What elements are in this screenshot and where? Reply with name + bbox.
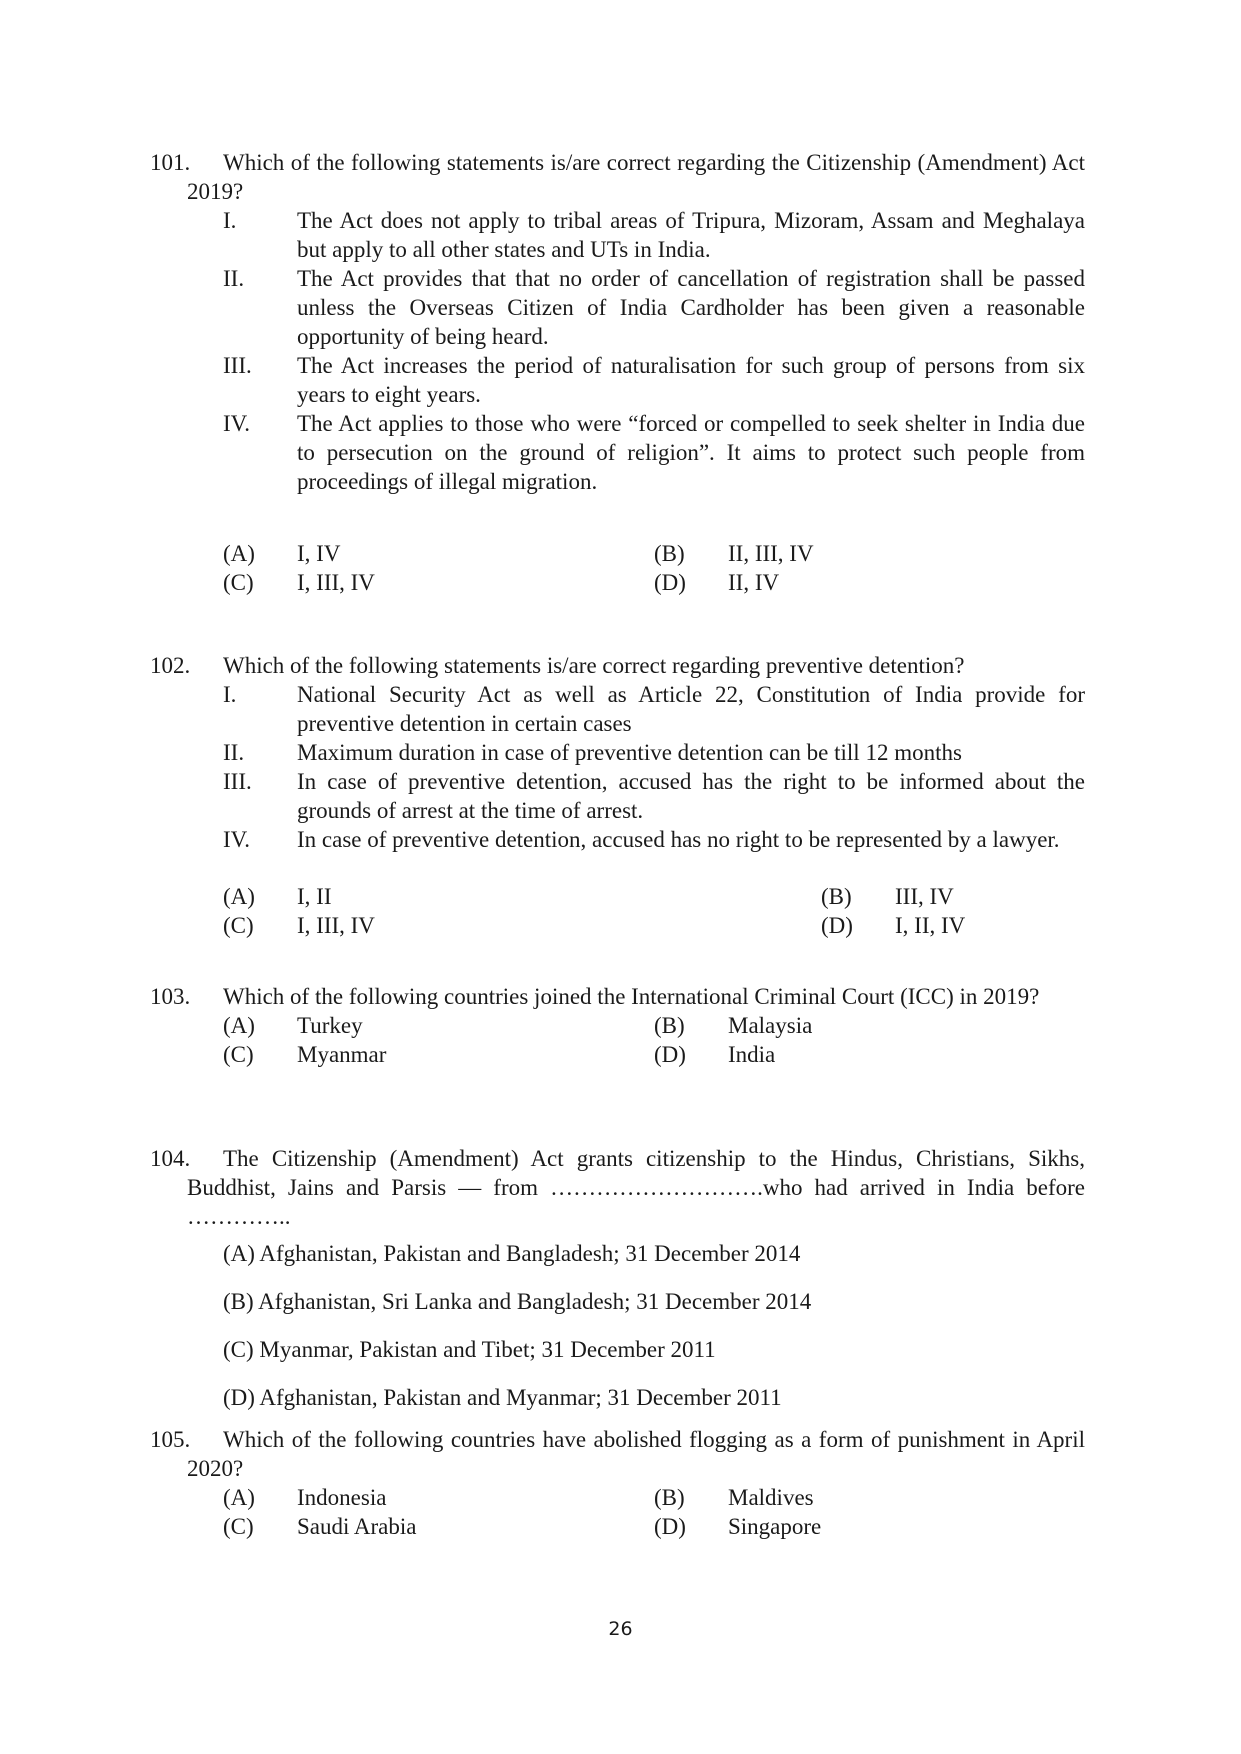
question-text: Which of the following countries joined the International Criminal Court (ICC) in 2019? <box>223 984 1040 1009</box>
statement-text: In case of preventive detention, accused has no right to be represented by a lawyer. <box>297 827 1060 852</box>
option-b: (B) Afghanistan, Sri Lanka and Bangladesh; 31 December 2014 <box>223 1289 812 1314</box>
statement-text: Maximum duration in case of preventive detention can be till 12 months <box>297 740 962 765</box>
question-text: The Citizenship (Amendment) Act grants citizenship to the Hindus, Christians, Sikhs, Buddhist, Jains and Parsis — from ……………………….who had arrived in India before ………….. <box>187 1146 1085 1229</box>
option-text: Singapore <box>728 1514 822 1539</box>
option-b <box>654 539 1085 568</box>
option-label: (D) <box>654 1514 686 1539</box>
question-104 <box>150 1144 1085 1431</box>
option-text: I, III, IV <box>297 913 375 938</box>
statement-number: IV. <box>223 827 251 852</box>
statement-text: National Security Act as well as Article 22, Constitution of India provide for preventive detention in certain cases <box>297 682 1085 736</box>
option-b <box>654 1011 1085 1040</box>
option-text: Turkey <box>297 1013 363 1038</box>
option-text: I, IV <box>297 541 341 566</box>
option-text: I, II <box>297 884 332 909</box>
option-d <box>654 1040 1085 1069</box>
statement-text: The Act does not apply to tribal areas of Tripura, Mizoram, Assam and Meghalaya but apply to all other states and UTs in India. <box>297 208 1085 262</box>
question-text: Which of the following countries have abolished flogging as a form of punishment in April 2020? <box>187 1427 1085 1481</box>
statement-number: IV. <box>223 411 251 436</box>
option-d <box>654 1512 1085 1541</box>
option-label: (D) <box>821 913 853 938</box>
question-number: 103. <box>150 984 191 1009</box>
option-d: (D) Afghanistan, Pakistan and Myanmar; 31 December 2011 <box>223 1385 782 1410</box>
statement-number: II. <box>223 740 245 765</box>
question-103 <box>150 982 1085 1069</box>
option-text: Indonesia <box>297 1485 387 1510</box>
option-label: (B) <box>654 1013 685 1038</box>
option-a: (A) Afghanistan, Pakistan and Bangladesh; 31 December 2014 <box>223 1241 801 1266</box>
statement <box>223 264 1085 351</box>
statement <box>223 680 1085 738</box>
option-label: (C) <box>223 913 254 938</box>
option-grid <box>223 539 1085 597</box>
statement <box>223 409 1085 496</box>
option-text: III, IV <box>895 884 954 909</box>
statement-text: The Act provides that that no order of cancellation of registration shall be passed unless the Overseas Citizen of India Cardholder has been given a reasonable opportunity of being heard. <box>297 266 1085 349</box>
statement-text: The Act increases the period of naturalisation for such group of persons from six years to eight years. <box>297 353 1085 407</box>
question-stem <box>150 651 1085 680</box>
option-label: (D) <box>654 570 686 595</box>
option-c <box>223 911 821 940</box>
option-text: I, II, IV <box>895 913 966 938</box>
option-label: (D) <box>654 1042 686 1067</box>
option-label: (B) <box>654 541 685 566</box>
option-label: (C) <box>223 1514 254 1539</box>
question-stem <box>150 1425 1085 1483</box>
question-number: 102. <box>150 653 191 678</box>
option-grid <box>223 882 1085 940</box>
option-d <box>654 568 1085 597</box>
question-number: 104. <box>150 1146 191 1171</box>
option-text: India <box>728 1042 776 1067</box>
question-105 <box>150 1425 1085 1541</box>
option-c <box>223 568 654 597</box>
option-label: (B) <box>821 884 852 909</box>
option-label: (C) <box>223 570 254 595</box>
statement-number: I. <box>223 682 237 707</box>
statement <box>223 738 1085 767</box>
option-a <box>223 1483 654 1512</box>
option-b <box>821 882 1085 911</box>
option-text: I, III, IV <box>297 570 375 595</box>
statement <box>223 825 1085 854</box>
statement-text: In case of preventive detention, accused has the right to be informed about the grounds of arrest at the time of arrest. <box>297 769 1085 823</box>
question-number: 105. <box>150 1427 191 1452</box>
option-list <box>223 1239 1085 1412</box>
question-stem <box>150 1144 1085 1231</box>
option-text: Myanmar <box>297 1042 387 1067</box>
option-a <box>223 1011 654 1040</box>
option-text: II, IV <box>728 570 780 595</box>
statement-number: II. <box>223 266 245 291</box>
option-grid <box>223 1011 1085 1069</box>
option-a <box>223 882 821 911</box>
question-text: Which of the following statements is/are correct regarding the Citizenship (Amendment) Act 2019? <box>187 150 1085 204</box>
option-text: II, III, IV <box>728 541 814 566</box>
question-stem <box>150 982 1085 1011</box>
statement-number: III. <box>223 769 252 794</box>
question-text: Which of the following statements is/are correct regarding preventive detention? <box>223 653 965 678</box>
option-c <box>223 1040 654 1069</box>
statement-number: III. <box>223 353 252 378</box>
option-c <box>223 1512 654 1541</box>
question-stem <box>150 148 1085 206</box>
statement <box>223 351 1085 409</box>
option-c: (C) Myanmar, Pakistan and Tibet; 31 December 2011 <box>223 1337 716 1362</box>
statement-list <box>223 206 1085 496</box>
option-label: (C) <box>223 1042 254 1067</box>
statement <box>223 206 1085 264</box>
statement-text: The Act applies to those who were “forced or compelled to seek shelter in India due to persecution on the ground of religion”. It aims to protect such people from proceedings of illegal migration. <box>297 411 1085 494</box>
option-b <box>654 1483 1085 1512</box>
option-a <box>223 539 654 568</box>
option-label: (B) <box>654 1485 685 1510</box>
question-102 <box>150 651 1085 940</box>
option-text: Malaysia <box>728 1013 813 1038</box>
option-label: (A) <box>223 1013 255 1038</box>
option-label: (A) <box>223 1485 255 1510</box>
statement <box>223 767 1085 825</box>
question-101 <box>150 148 1085 597</box>
option-text: Maldives <box>728 1485 814 1510</box>
option-d <box>821 911 1085 940</box>
option-label: (A) <box>223 884 255 909</box>
option-grid <box>223 1483 1085 1541</box>
statement-number: I. <box>223 208 237 233</box>
option-label: (A) <box>223 541 255 566</box>
page-number: 26 <box>608 1618 633 1640</box>
option-text: Saudi Arabia <box>297 1514 417 1539</box>
statement-list <box>223 680 1085 854</box>
question-number: 101. <box>150 150 191 175</box>
